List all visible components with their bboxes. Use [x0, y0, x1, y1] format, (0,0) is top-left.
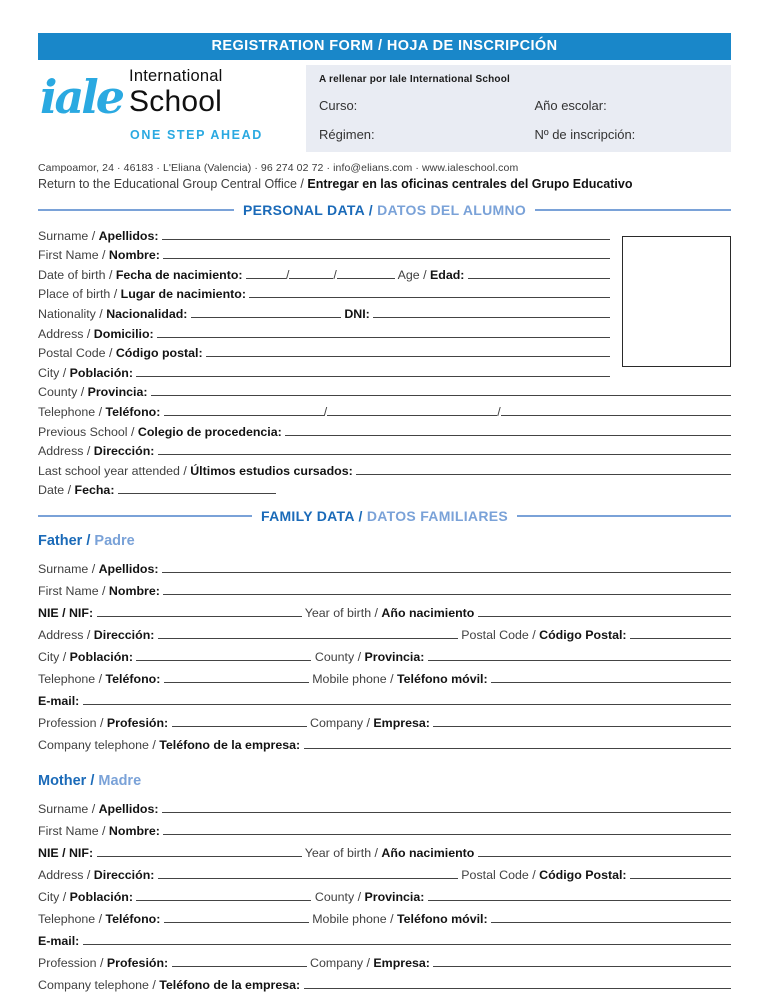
field-label: E-mail:	[38, 934, 83, 949]
form-field-row	[38, 598, 731, 620]
return-instruction-es: Entregar en las oficinas centrales del Grupo Educativo	[307, 177, 633, 191]
field-label: Company /	[306, 716, 374, 731]
field-label: NIE / NIF:	[38, 606, 97, 621]
form-field-row	[38, 458, 731, 478]
input-line[interactable]	[172, 966, 307, 967]
field-label: City /	[38, 890, 70, 905]
school-logo	[38, 65, 306, 152]
field-label: Dirección:	[93, 868, 158, 883]
mother-rows	[38, 794, 731, 992]
field-label: Address /	[38, 868, 94, 883]
field-label: Date of birth /	[38, 267, 116, 282]
input-line[interactable]	[162, 812, 731, 813]
input-line[interactable]	[83, 704, 731, 705]
field-label: First Name /	[38, 248, 109, 263]
field-label: NIE / NIF:	[38, 846, 97, 861]
form-field-row	[38, 620, 731, 642]
form-field-row	[38, 860, 731, 882]
school-contact-line: Campoamor, 24 · 46183 · L'Eliana (Valencia) · 96 274 02 72 · info@elians.com · www.ialeschool.com	[38, 162, 519, 174]
field-label: Fecha:	[74, 483, 118, 498]
form-field-row	[38, 419, 731, 439]
input-line[interactable]	[501, 415, 731, 416]
form-field-row	[38, 282, 610, 302]
input-line[interactable]	[478, 856, 731, 857]
form-field-row	[38, 926, 731, 948]
input-line[interactable]	[157, 337, 610, 338]
input-line[interactable]	[373, 317, 610, 318]
section-header-family-data	[38, 508, 731, 524]
logo-row	[38, 67, 306, 125]
return-instruction	[38, 177, 731, 191]
field-label: Población:	[69, 365, 137, 380]
form-header	[38, 65, 731, 152]
input-line[interactable]	[164, 682, 309, 683]
form-field-row	[38, 478, 731, 498]
field-label: Población:	[69, 890, 137, 905]
input-line[interactable]	[136, 900, 311, 901]
field-label: Address /	[38, 326, 94, 341]
field-label: Domicilio:	[93, 326, 158, 341]
field-label: First Name /	[38, 824, 109, 839]
form-field-row	[38, 576, 731, 598]
field-label: Apellidos:	[98, 228, 162, 243]
logo-wordmark: iale	[40, 70, 123, 125]
field-label: City /	[38, 650, 70, 665]
field-label: Company telephone /	[38, 738, 160, 753]
field-label: Código Postal:	[539, 868, 630, 883]
input-line[interactable]	[206, 356, 610, 357]
field-label: County /	[311, 890, 365, 905]
logo-name-line1: International	[129, 67, 223, 85]
input-line[interactable]	[249, 297, 610, 298]
field-label: Telephone /	[38, 672, 106, 687]
form-field-row	[38, 554, 731, 576]
field-label: Nombre:	[108, 584, 164, 599]
field-label: Year of birth /	[301, 846, 382, 861]
form-field-row	[38, 341, 610, 361]
input-line[interactable]	[491, 922, 731, 923]
input-line[interactable]	[162, 239, 610, 240]
mother-section	[38, 773, 731, 992]
return-instruction-en: Return to the Educational Group Central Office /	[38, 177, 308, 191]
field-label: Postal Code /	[38, 346, 116, 361]
field-label: Profesión:	[106, 956, 172, 971]
field-label: Teléfono de la empresa:	[159, 738, 304, 753]
mother-heading: Mother / Madre	[38, 773, 142, 790]
divider-line	[535, 209, 731, 211]
field-label: Empresa:	[373, 956, 434, 971]
field-label: Año nacimiento	[381, 606, 478, 621]
form-field-row	[38, 360, 610, 380]
section-title-personal: PERSONAL DATA / DATOS DEL ALUMNO	[242, 202, 527, 218]
field-label: Surname /	[38, 562, 99, 577]
form-field-row	[38, 243, 610, 263]
office-field-curso: Curso:	[319, 98, 358, 113]
input-line[interactable]	[172, 726, 307, 727]
field-label: Teléfono:	[105, 912, 164, 927]
input-line[interactable]	[163, 834, 731, 835]
field-label: Postal Code /	[457, 628, 540, 643]
field-label: Población:	[69, 650, 137, 665]
field-label: Nombre:	[108, 248, 164, 263]
input-line[interactable]	[491, 682, 731, 683]
father-heading: Father / Padre	[38, 533, 135, 550]
field-label: Teléfono:	[105, 672, 164, 687]
field-label: Telephone /	[38, 404, 106, 419]
field-label: /	[323, 404, 328, 419]
field-label: Provincia:	[87, 385, 151, 400]
office-box-heading: A rellenar por Iale International School	[319, 74, 511, 85]
field-label: /	[497, 404, 501, 419]
field-label: Surname /	[38, 228, 99, 243]
form-field-row	[38, 904, 731, 926]
field-label: Place of birth /	[38, 287, 121, 302]
input-line[interactable]	[97, 856, 302, 857]
field-label: Teléfono móvil:	[396, 912, 492, 927]
input-line[interactable]	[433, 966, 731, 967]
office-use-box	[306, 65, 731, 152]
father-rows	[38, 554, 731, 752]
field-label: Fecha de nacimiento:	[115, 267, 246, 282]
input-line[interactable]	[164, 922, 309, 923]
field-label: Lugar de nacimiento:	[120, 287, 250, 302]
input-line[interactable]	[327, 415, 497, 416]
field-label: Provincia:	[364, 650, 428, 665]
field-label: Previous School /	[38, 424, 138, 439]
field-label: Address /	[38, 628, 94, 643]
field-label: Surname /	[38, 802, 99, 817]
form-field-row	[38, 262, 610, 282]
field-label: Código postal:	[115, 346, 207, 361]
form-field-row	[38, 380, 731, 400]
divider-line	[38, 515, 252, 517]
field-label: Mobile phone /	[308, 672, 397, 687]
input-line[interactable]	[163, 594, 731, 595]
logo-name	[129, 68, 222, 118]
form-field-row	[38, 816, 731, 838]
office-box-fields	[319, 98, 718, 142]
field-label: Nombre:	[108, 824, 164, 839]
form-title: REGISTRATION FORM / HOJA DE INSCRIPCIÓN	[211, 38, 558, 54]
field-label: Colegio de procedencia:	[137, 424, 286, 439]
photo-box[interactable]	[622, 236, 731, 367]
field-label: Profession /	[38, 956, 107, 971]
input-line[interactable]	[433, 726, 731, 727]
input-line[interactable]	[136, 376, 610, 377]
form-field-row	[38, 223, 610, 243]
field-label: E-mail:	[38, 694, 83, 709]
field-label: /	[285, 267, 290, 282]
office-field-ano-escolar: Año escolar:	[534, 98, 607, 113]
form-field-row	[38, 439, 731, 459]
input-line[interactable]	[97, 616, 302, 617]
input-line[interactable]	[289, 278, 333, 279]
input-line[interactable]	[191, 317, 341, 318]
father-section	[38, 533, 731, 752]
field-label: Company telephone /	[38, 978, 160, 993]
section-header-personal-data	[38, 202, 731, 218]
field-label: Profession /	[38, 716, 107, 731]
field-label: Teléfono:	[105, 404, 164, 419]
input-line[interactable]	[151, 395, 731, 396]
field-label: Código Postal:	[539, 628, 630, 643]
input-line[interactable]	[304, 748, 731, 749]
field-label: Teléfono móvil:	[396, 672, 492, 687]
input-line[interactable]	[356, 474, 731, 475]
input-line[interactable]	[136, 660, 311, 661]
input-line[interactable]	[630, 638, 731, 639]
field-label: County /	[38, 385, 88, 400]
form-field-row	[38, 686, 731, 708]
field-label: Mobile phone /	[308, 912, 397, 927]
field-label: Telephone /	[38, 912, 106, 927]
input-line[interactable]	[428, 900, 731, 901]
field-label: Last school year attended /	[38, 463, 191, 478]
input-line[interactable]	[164, 415, 324, 416]
field-label: /	[333, 267, 337, 282]
input-line[interactable]	[163, 258, 610, 259]
field-label: Apellidos:	[98, 802, 162, 817]
form-field-row	[38, 882, 731, 904]
input-line[interactable]	[468, 278, 610, 279]
field-label: Teléfono de la empresa:	[159, 978, 304, 993]
input-line[interactable]	[428, 660, 731, 661]
input-line[interactable]	[118, 493, 276, 494]
form-field-row	[38, 948, 731, 970]
field-label: Dirección:	[93, 444, 158, 459]
field-label: Address /	[38, 444, 94, 459]
form-field-row	[38, 301, 610, 321]
field-label: Postal Code /	[457, 868, 540, 883]
input-line[interactable]	[158, 638, 458, 639]
field-label: Year of birth /	[301, 606, 382, 621]
input-line[interactable]	[337, 278, 395, 279]
field-label: Empresa:	[373, 716, 434, 731]
office-field-num-inscripcion: Nº de inscripción:	[534, 127, 636, 142]
field-label: Nacionalidad:	[106, 306, 191, 321]
field-label: Age /	[394, 267, 431, 282]
field-label: Nationality /	[38, 306, 107, 321]
logo-name-line2: School	[129, 84, 222, 118]
form-field-row	[38, 838, 731, 860]
divider-line	[517, 515, 731, 517]
form-field-row	[38, 708, 731, 730]
form-field-row	[38, 794, 731, 816]
field-label: Dirección:	[93, 628, 158, 643]
form-field-row	[38, 321, 610, 341]
input-line[interactable]	[630, 878, 731, 879]
logo-tagline: ONE STEP AHEAD	[130, 127, 263, 142]
office-field-regimen: Régimen:	[319, 127, 375, 142]
input-line[interactable]	[478, 616, 731, 617]
input-line[interactable]	[285, 435, 731, 436]
field-label: Provincia:	[364, 890, 428, 905]
section-title-family: FAMILY DATA / DATOS FAMILIARES	[260, 508, 509, 525]
form-field-row	[38, 642, 731, 664]
divider-line	[38, 209, 234, 211]
input-line[interactable]	[158, 454, 731, 455]
field-label: Edad:	[430, 267, 468, 282]
field-label: Date /	[38, 483, 75, 498]
field-label: Últimos estudios cursados:	[190, 463, 357, 478]
field-label: Profesión:	[106, 716, 172, 731]
field-label: First Name /	[38, 584, 109, 599]
form-field-row	[38, 970, 731, 992]
field-label: DNI:	[344, 306, 374, 321]
personal-data-section	[38, 223, 731, 497]
personal-rows-full-width	[38, 380, 731, 498]
field-label: Apellidos:	[98, 562, 162, 577]
input-line[interactable]	[304, 988, 731, 989]
field-label: Company /	[306, 956, 374, 971]
personal-rows-beside-photo	[38, 223, 610, 380]
input-line[interactable]	[162, 572, 731, 573]
input-line[interactable]	[158, 878, 458, 879]
form-field-row	[38, 399, 731, 419]
form-field-row	[38, 664, 731, 686]
field-label: Año nacimiento	[381, 846, 478, 861]
field-label: County /	[311, 650, 365, 665]
input-line[interactable]	[83, 944, 731, 945]
form-title-bar	[38, 33, 731, 60]
form-field-row	[38, 730, 731, 752]
input-line[interactable]	[246, 278, 286, 279]
field-label: City /	[38, 365, 70, 380]
